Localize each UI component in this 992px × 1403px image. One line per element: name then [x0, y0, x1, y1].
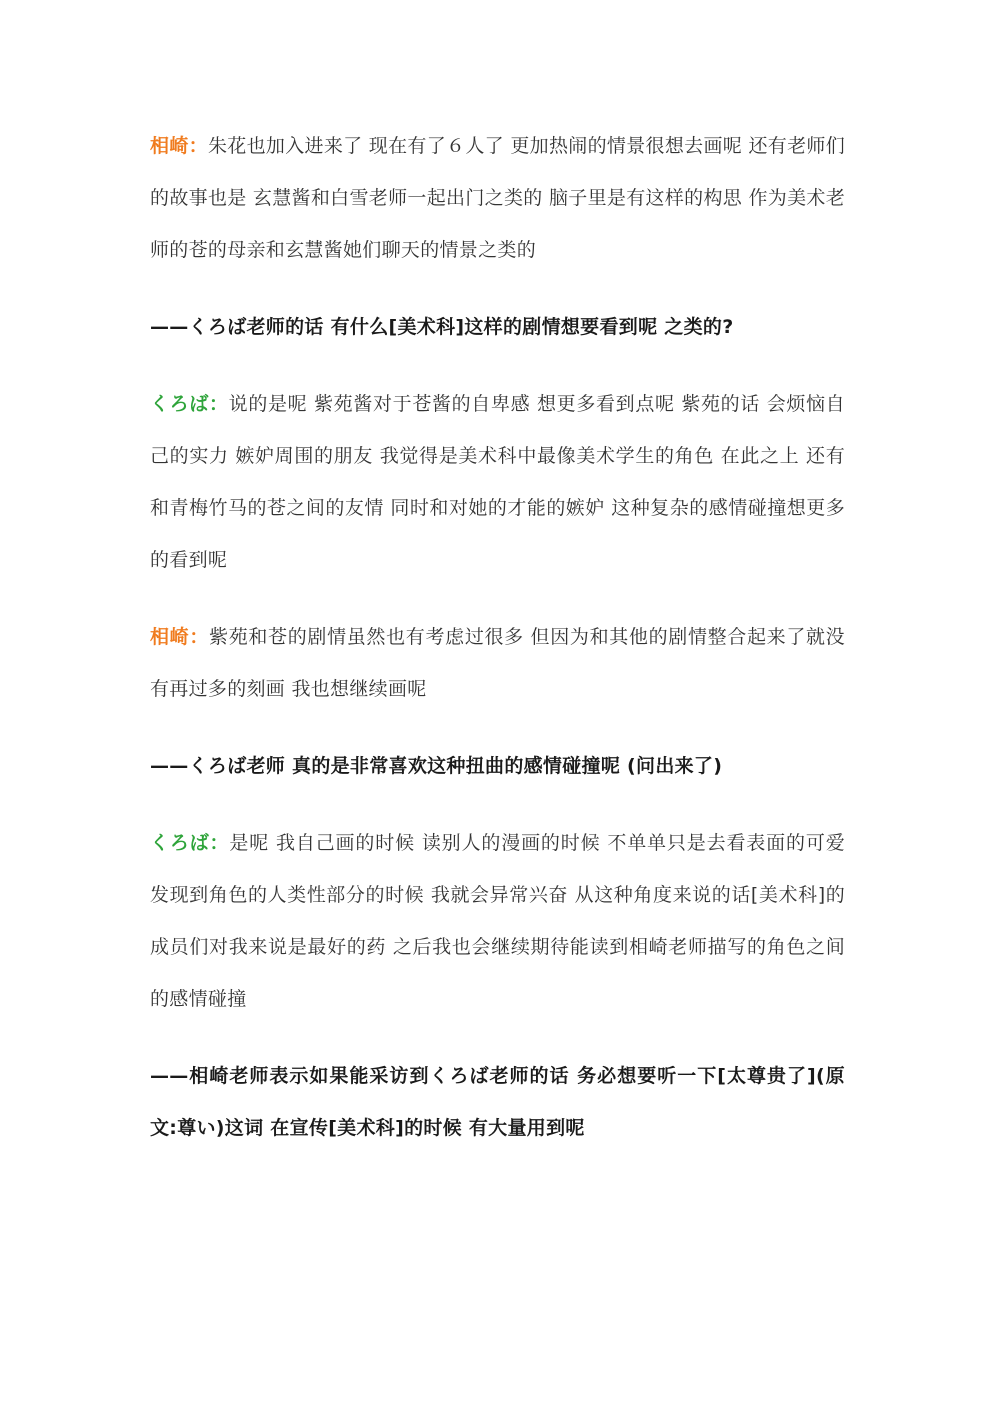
interviewer-question: ——くろば老师的话 有什么[美术科]这样的剧情想要看到呢 之类的?	[150, 316, 734, 338]
answer-text: 朱花也加入进来了 现在有了６人了 更加热闹的情景很想去画呢 还有老师们的故事也是 玄慧酱和白雪老师一起出门之类的 脑子里是有这样的构思 作为美术老师的苍的母亲和玄慧酱她们聊天的情景之类的	[150, 135, 846, 261]
interviewer-question: ——くろば老师 真的是非常喜欢这种扭曲的感情碰撞呢 (问出来了)	[150, 755, 723, 777]
answer-paragraph	[150, 378, 845, 586]
answer-text: 说的是呢 紫苑酱对于苍酱的自卑感 想更多看到点呢 紫苑的话 会烦恼自己的实力 嫉妒周围的朋友 我觉得是美术科中最像美术学生的角色 在此之上 还有和青梅竹马的苍之间的友情 同时和对她的才能的嫉妒 这种复杂的感情碰撞想更多的看到呢	[150, 393, 845, 571]
answer-text: 紫苑和苍的剧情虽然也有考虑过很多 但因为和其他的剧情整合起来了就没有再过多的刻画 我也想继续画呢	[150, 626, 845, 700]
answer-paragraph	[150, 611, 845, 715]
speaker-kuroba: くろば：	[150, 393, 229, 415]
answer-paragraph	[150, 817, 845, 1025]
speaker-aizaki: 相崎：	[150, 135, 208, 157]
speaker-aizaki: 相崎：	[150, 626, 210, 648]
answer-text: 是呢 我自己画的时候 读别人的漫画的时候 不单单只是去看表面的可爱 发现到角色的人类性部分的时候 我就会异常兴奋 从这种角度来说的话[美术科]的成员们对我来说是最好的药 之后我也会继续期待能读到相崎老师描写的角色之间的感情碰撞	[150, 832, 845, 1010]
answer-paragraph	[150, 120, 845, 276]
speaker-kuroba: くろば：	[150, 832, 230, 854]
interview-document	[150, 120, 845, 1154]
interviewer-question: ——相崎老师表示如果能采访到くろば老师的话 务必想要听一下[太尊贵了](原文:尊い)这词 在宣传[美术科]的时候 有大量用到呢	[150, 1065, 845, 1139]
